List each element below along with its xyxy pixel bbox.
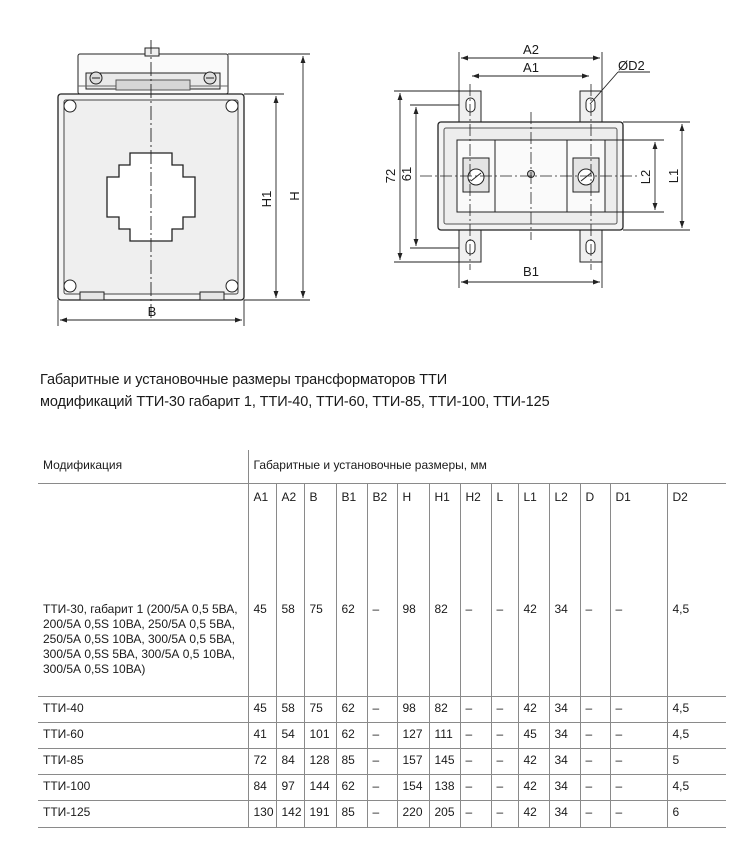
dimension-value: 157	[397, 749, 429, 775]
dimension-value: 98	[397, 697, 429, 723]
dimensions-table	[38, 450, 726, 828]
table-row	[38, 775, 726, 801]
dimension-value: –	[460, 723, 491, 749]
dimension-value: 42	[518, 801, 549, 828]
dimension-value: 62	[336, 775, 367, 801]
dimension-value: –	[610, 697, 667, 723]
dimension-value: –	[580, 775, 610, 801]
header-modification: Модификация	[38, 450, 248, 484]
dimension-value: –	[610, 594, 667, 697]
dimension-value: –	[367, 723, 397, 749]
dimension-value: 101	[304, 723, 336, 749]
dimension-value: 130	[248, 801, 276, 828]
dimension-value: 62	[336, 594, 367, 697]
dimension-value: 191	[304, 801, 336, 828]
dimension-value: –	[580, 801, 610, 828]
dimension-value: –	[580, 594, 610, 697]
dimension-value: 42	[518, 594, 549, 697]
dimension-value: 220	[397, 801, 429, 828]
dimension-value: –	[491, 594, 518, 697]
dimension-a1-label: A1	[523, 60, 539, 75]
dimension-value: –	[491, 723, 518, 749]
dimension-value: 85	[336, 749, 367, 775]
column-header: B1	[336, 484, 367, 595]
dimension-value: –	[580, 697, 610, 723]
dimension-value: 58	[276, 594, 304, 697]
table-row	[38, 697, 726, 723]
caption-line-1: Габаритные и установочные размеры трансформаторов ТТИ	[40, 372, 448, 388]
dimension-value: 4,5	[667, 723, 726, 749]
dimension-value: 34	[549, 697, 580, 723]
table-header-row	[38, 450, 726, 484]
empty-cell	[38, 484, 248, 595]
dimension-value: 34	[549, 749, 580, 775]
dimension-value: 54	[276, 723, 304, 749]
table-row	[38, 594, 726, 697]
dimension-l1-label: L1	[666, 168, 681, 184]
dimension-value: 142	[276, 801, 304, 828]
dimension-a2-label: A2	[523, 42, 539, 57]
table-row	[38, 801, 726, 828]
column-header: H1	[429, 484, 460, 595]
dimension-value: –	[460, 801, 491, 828]
dimension-value: 62	[336, 697, 367, 723]
caption-line-2: модификаций ТТИ-30 габарит 1, ТТИ-40, ТТИ-60, ТТИ-85, ТТИ-100, ТТИ-125	[40, 394, 550, 410]
column-header: H2	[460, 484, 491, 595]
dimension-value: 42	[518, 697, 549, 723]
column-header: L2	[549, 484, 580, 595]
dimension-61-label: 61	[399, 166, 414, 182]
dimension-l2-label: L2	[638, 169, 653, 185]
dimension-value: 4,5	[667, 594, 726, 697]
modification-name: ТТИ-100	[38, 775, 248, 801]
dimension-value: 75	[304, 594, 336, 697]
dimension-value: 34	[549, 801, 580, 828]
dimension-value: 45	[248, 594, 276, 697]
dimension-value: 42	[518, 775, 549, 801]
dimension-value: 41	[248, 723, 276, 749]
dimension-value: 127	[397, 723, 429, 749]
table-columns-row	[38, 484, 726, 595]
dimension-value: –	[367, 594, 397, 697]
dimension-value: 4,5	[667, 697, 726, 723]
dimension-b1-label: B1	[523, 264, 539, 279]
column-header: D	[580, 484, 610, 595]
dimension-value: 111	[429, 723, 460, 749]
dimension-value: 85	[336, 801, 367, 828]
dimension-value: 97	[276, 775, 304, 801]
dimension-value: –	[610, 775, 667, 801]
dimension-value: –	[460, 749, 491, 775]
technical-drawings	[0, 0, 746, 340]
column-header: L1	[518, 484, 549, 595]
table-row	[38, 749, 726, 775]
dimension-value: 5	[667, 749, 726, 775]
modification-name: ТТИ-85	[38, 749, 248, 775]
modification-name: ТТИ-125	[38, 801, 248, 828]
dimension-value: 45	[518, 723, 549, 749]
column-header: D2	[667, 484, 726, 595]
dimension-b-label: B	[147, 304, 157, 319]
modification-name: ТТИ-60	[38, 723, 248, 749]
dimension-value: –	[491, 749, 518, 775]
top-view-drawing	[438, 91, 623, 262]
column-header: D1	[610, 484, 667, 595]
dimension-value: 154	[397, 775, 429, 801]
dimension-value: 98	[397, 594, 429, 697]
dimension-h1-label: H1	[259, 190, 274, 208]
dimension-value: 82	[429, 697, 460, 723]
dimension-value: –	[367, 697, 397, 723]
dimension-value: 4,5	[667, 775, 726, 801]
dimension-value: –	[460, 594, 491, 697]
dimension-value: 205	[429, 801, 460, 828]
dimension-value: –	[491, 775, 518, 801]
dimension-value: 34	[549, 723, 580, 749]
dimension-value: 144	[304, 775, 336, 801]
dimension-d2-label: ØD2	[618, 58, 645, 73]
caption	[40, 369, 720, 413]
dimension-value: –	[367, 749, 397, 775]
dimension-value: 62	[336, 723, 367, 749]
column-header: H	[397, 484, 429, 595]
dimension-value: 84	[276, 749, 304, 775]
dimension-value: 84	[248, 775, 276, 801]
column-header: L	[491, 484, 518, 595]
dimension-value: –	[491, 697, 518, 723]
dimension-value: –	[610, 801, 667, 828]
dimension-value: –	[367, 801, 397, 828]
dimension-value: 34	[549, 594, 580, 697]
dimension-value: 42	[518, 749, 549, 775]
column-header: A2	[276, 484, 304, 595]
dimension-value: –	[580, 723, 610, 749]
dimension-72-label: 72	[383, 168, 398, 184]
dimension-value: –	[580, 749, 610, 775]
column-header: B2	[367, 484, 397, 595]
dimension-value: –	[610, 749, 667, 775]
dimension-value: –	[367, 775, 397, 801]
dimension-value: 145	[429, 749, 460, 775]
dimension-value: –	[491, 801, 518, 828]
table-row	[38, 723, 726, 749]
column-header: B	[304, 484, 336, 595]
dimension-h-label: H	[287, 191, 302, 201]
dimension-value: 128	[304, 749, 336, 775]
dimension-value: –	[460, 775, 491, 801]
dimension-value: 138	[429, 775, 460, 801]
dimension-value: 34	[549, 775, 580, 801]
dimension-value: 72	[248, 749, 276, 775]
column-header: A1	[248, 484, 276, 595]
dimension-value: 75	[304, 697, 336, 723]
dimension-value: –	[610, 723, 667, 749]
modification-name: ТТИ-40	[38, 697, 248, 723]
modification-name: ТТИ-30, габарит 1 (200/5А 0,5 5ВА, 200/5А 0,5S 10ВА, 250/5А 0,5 5ВА, 250/5А 0,5S 10ВА, 300/5А 0,5 5ВА, 300/5А 0,5S 5ВА, 300/5А 0,5 10ВА, 300/5А 0,5S 10ВА)	[38, 594, 248, 697]
header-dimensions: Габаритные и установочные размеры, мм	[248, 450, 726, 484]
dimension-value: –	[460, 697, 491, 723]
dimension-value: 58	[276, 697, 304, 723]
dimension-value: 45	[248, 697, 276, 723]
dimension-value: 6	[667, 801, 726, 828]
dimension-value: 82	[429, 594, 460, 697]
